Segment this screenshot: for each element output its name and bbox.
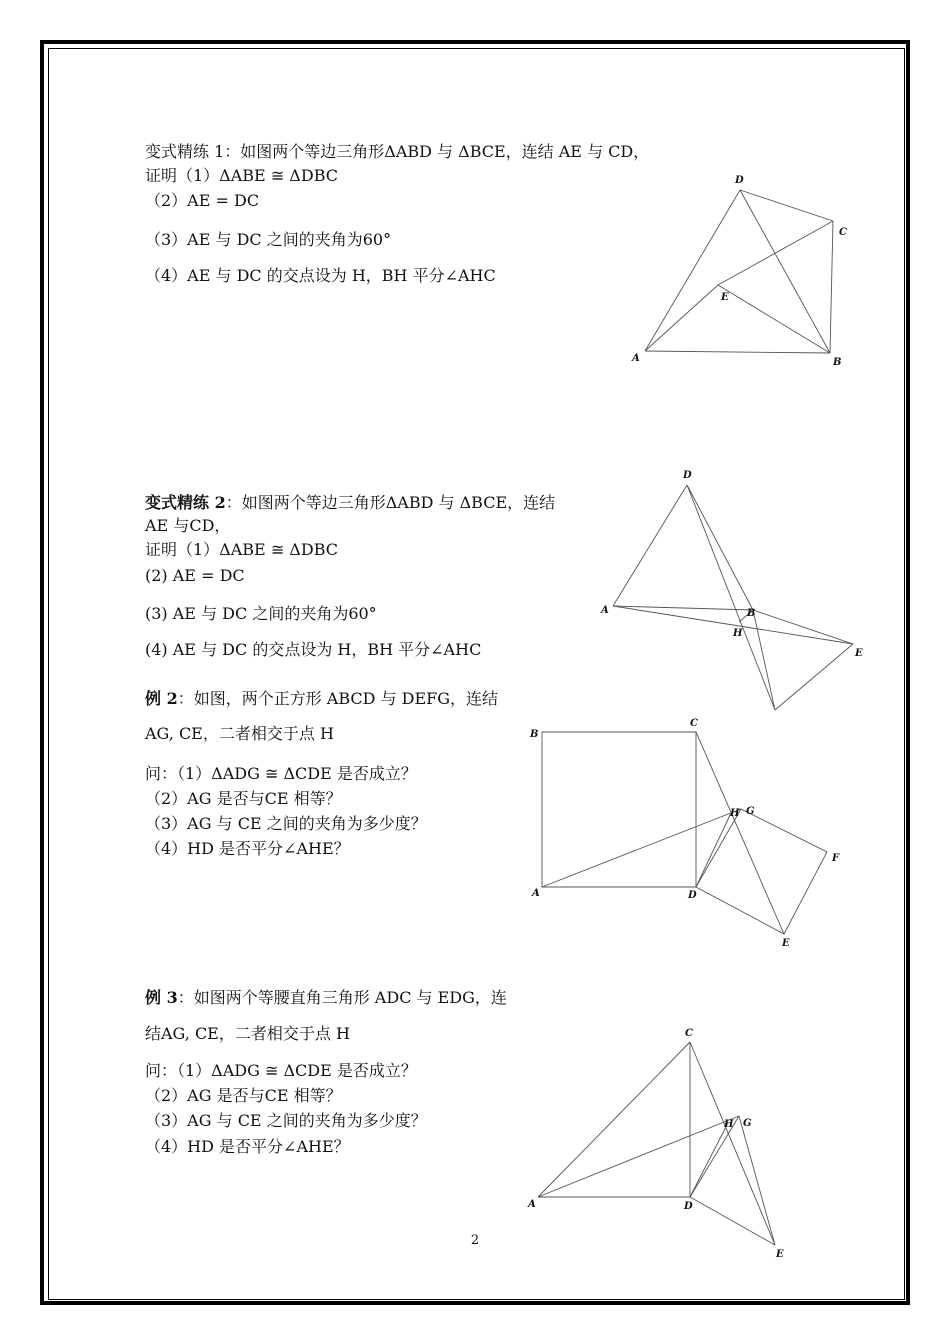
fig3-square-abcd (542, 732, 696, 887)
fig3-label-h: H (730, 808, 740, 819)
fig4-label-c: C (685, 1028, 693, 1039)
fig1-label-e: E (721, 292, 729, 303)
ex3-line4: （2）AG 是否与CE 相等？ (145, 789, 342, 808)
fig3-label-d: D (688, 890, 697, 901)
ex1-line4: （3）AE 与 DC 之间的夹角为60° (145, 230, 392, 249)
ex2-line2: AE 与CD， (145, 516, 231, 535)
fig1-segment (718, 285, 830, 353)
fig4-label-e: E (776, 1249, 784, 1260)
fig3-label-a: A (532, 888, 540, 899)
fig3-label-f: F (832, 853, 840, 864)
ex4-heading: 例 3 (145, 988, 178, 1007)
fig3-segment (696, 732, 784, 934)
fig1-segment (740, 190, 833, 221)
fig2-segment (775, 644, 853, 710)
ex2-line1 (145, 493, 555, 513)
fig1-segment (645, 351, 830, 353)
fig2-segment (687, 485, 775, 710)
fig1-segment (718, 221, 833, 285)
fig4-label-g: G (743, 1118, 752, 1129)
ex1-line5: （4）AE 与 DC 的交点设为 H，BH 平分∠AHC (145, 266, 496, 285)
ex2-heading: 变式精练 2 (145, 493, 226, 512)
ex2-line4: (2) AE = DC (145, 566, 245, 585)
fig1-label-c: C (839, 227, 847, 238)
fig1-label-a: A (632, 353, 640, 364)
ex4-line3: 问：（1）ΔADG ≅ ΔCDE 是否成立？ (145, 1061, 417, 1080)
fig2-segment (753, 610, 853, 644)
fig4-label-a: A (528, 1199, 536, 1210)
fig4-segment (538, 1042, 690, 1197)
fig3-label-c: C (690, 718, 698, 729)
fig2-segment (753, 610, 775, 710)
ex1-line3: （2）AE = DC (145, 191, 260, 210)
fig4-segment (690, 1123, 728, 1197)
fig3-label-e: E (782, 938, 790, 949)
fig2-segment (613, 485, 687, 606)
ex4-line1 (145, 988, 507, 1008)
fig2-label-e: E (855, 648, 863, 659)
ex4-line2: 结AG, CE，二者相交于点 H (145, 1024, 350, 1043)
ex2-line5: (3) AE 与 DC 之间的夹角为60° (145, 604, 377, 623)
page-number: 2 (470, 1233, 480, 1248)
ex4-line6: （4）HD 是否平分∠AHE？ (145, 1137, 350, 1156)
fig2-segment (687, 485, 753, 610)
ex4-line1-text: ：如图两个等腰直角三角形 ADC 与 EDG，连 (177, 988, 507, 1007)
figure-1 (620, 165, 860, 375)
ex4-line5: （3）AG 与 CE 之间的夹角为多少度？ (145, 1111, 427, 1130)
ex1-line2: 证明（1）ΔABE ≅ ΔDBC (145, 166, 338, 185)
ex3-line1-text: ：如图，两个正方形 ABCD 与 DEFG，连结 (177, 689, 499, 708)
ex4-line4: （2）AG 是否与CE 相等？ (145, 1086, 342, 1105)
ex3-line1 (145, 689, 498, 709)
ex3-heading: 例 2 (145, 689, 178, 708)
fig4-label-h: H (724, 1119, 734, 1130)
fig1-segment (830, 221, 833, 353)
figure-2 (595, 460, 870, 720)
fig3-square-defg (696, 809, 827, 934)
fig3-label-g: G (746, 806, 755, 817)
fig4-segment (538, 1116, 739, 1197)
fig2-label-b: B (747, 608, 756, 619)
fig4-label-d: D (684, 1201, 693, 1212)
ex2-line3: 证明（1）ΔABE ≅ ΔDBC (145, 540, 338, 559)
ex2-line6: (4) AE 与 DC 的交点设为 H，BH 平分∠AHC (145, 640, 482, 659)
ex1-line1: 变式精练 1：如图两个等边三角形ΔABD 与 ΔBCE，连结 AE 与 CD， (145, 142, 650, 161)
fig1-label-d: D (735, 175, 744, 186)
fig1-label-b: B (833, 357, 842, 368)
ex3-line2: AG, CE，二者相交于点 H (145, 724, 334, 743)
figure-3 (520, 710, 850, 960)
fig1-segment (645, 190, 740, 351)
fig4-segment (739, 1116, 775, 1245)
fig2-label-d: D (683, 470, 692, 481)
figure-4 (520, 1020, 810, 1265)
fig3-segment (542, 809, 741, 887)
ex3-line3: 问：（1）ΔADG ≅ ΔCDE 是否成立？ (145, 764, 417, 783)
fig2-label-h: H (733, 628, 743, 639)
fig1-segment (740, 190, 830, 353)
ex3-line5: （3）AG 与 CE 之间的夹角为多少度？ (145, 814, 427, 833)
ex2-line1-text: ：如图两个等边三角形ΔABD 与 ΔBCE，连结 (225, 493, 556, 512)
fig1-segment (645, 285, 718, 351)
ex3-line6: （4）HD 是否平分∠AHE？ (145, 839, 350, 858)
fig2-label-a: A (601, 605, 609, 616)
fig3-label-b: B (530, 729, 539, 740)
fig4-segment (690, 1042, 775, 1245)
